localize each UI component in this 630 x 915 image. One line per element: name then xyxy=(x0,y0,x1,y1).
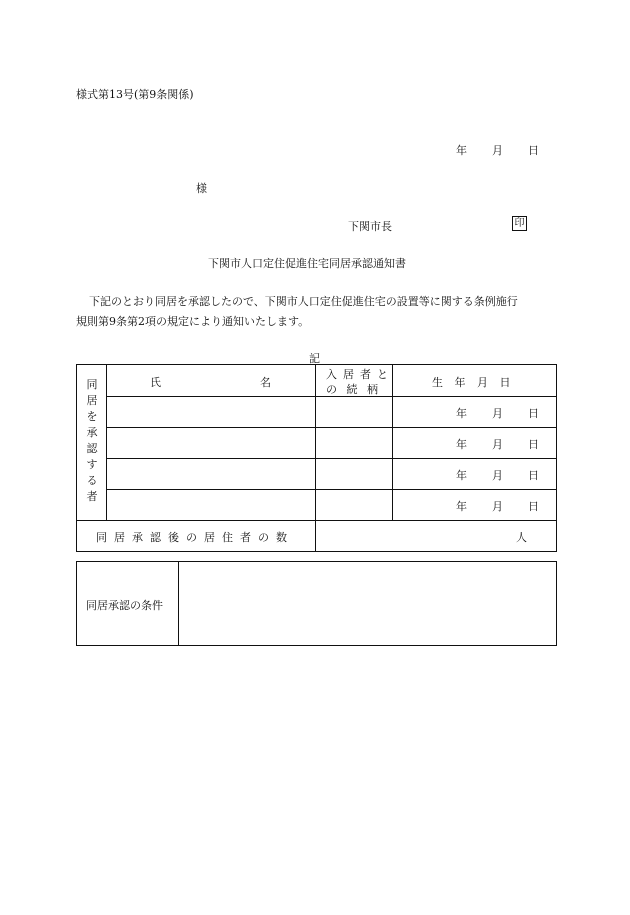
resident-count-unit: 人 xyxy=(516,531,527,544)
conditions-divider xyxy=(178,562,179,645)
row4-day: 日 xyxy=(528,500,539,513)
date-month: 月 xyxy=(492,144,503,157)
row2-day: 日 xyxy=(528,438,539,451)
row2-year: 年 xyxy=(456,438,467,451)
row2-month: 月 xyxy=(492,438,503,451)
header-birth: 生 年 月 日 xyxy=(432,376,515,389)
resident-count-label: 同居承認後の居住者の数 xyxy=(96,531,294,544)
table-row-line xyxy=(77,520,556,521)
side-label: 同居を承認する者 xyxy=(86,378,98,503)
row1-day: 日 xyxy=(528,407,539,420)
row4-month: 月 xyxy=(492,500,503,513)
table-row-line xyxy=(106,427,556,428)
header-relation-line2: の 続 柄 xyxy=(326,383,381,396)
document-title: 下関市人口定住促進住宅同居承認通知書 xyxy=(208,257,406,270)
form-number: 様式第13号(第9条関係) xyxy=(76,88,194,101)
seal-mark: 印 xyxy=(512,216,527,231)
table-col-line xyxy=(392,365,393,520)
row4-year: 年 xyxy=(456,500,467,513)
ki-label: 記 xyxy=(309,352,320,365)
date-year: 年 xyxy=(456,144,467,157)
row3-year: 年 xyxy=(456,469,467,482)
row1-year: 年 xyxy=(456,407,467,420)
date-day: 日 xyxy=(528,144,539,157)
body-text-line2: 規則第9条第2項の規定により通知いたします。 xyxy=(76,315,310,328)
issuer: 下関市長 xyxy=(348,220,392,233)
conditions-label: 同居承認の条件 xyxy=(86,599,163,612)
table-col-line xyxy=(315,365,316,551)
table-row-line xyxy=(106,458,556,459)
row3-day: 日 xyxy=(528,469,539,482)
table-row-line xyxy=(106,489,556,490)
row3-month: 月 xyxy=(492,469,503,482)
table-col-line xyxy=(106,365,107,520)
row1-month: 月 xyxy=(492,407,503,420)
header-relation-line1: 入居者と xyxy=(326,368,394,381)
header-name-1: 氏 xyxy=(150,376,161,389)
header-name-2: 名 xyxy=(260,376,271,389)
addressee-suffix: 様 xyxy=(196,182,207,195)
body-text-line1: 下記のとおり同居を承認したので、下関市人口定住促進住宅の設置等に関する条例施行 xyxy=(89,295,518,308)
